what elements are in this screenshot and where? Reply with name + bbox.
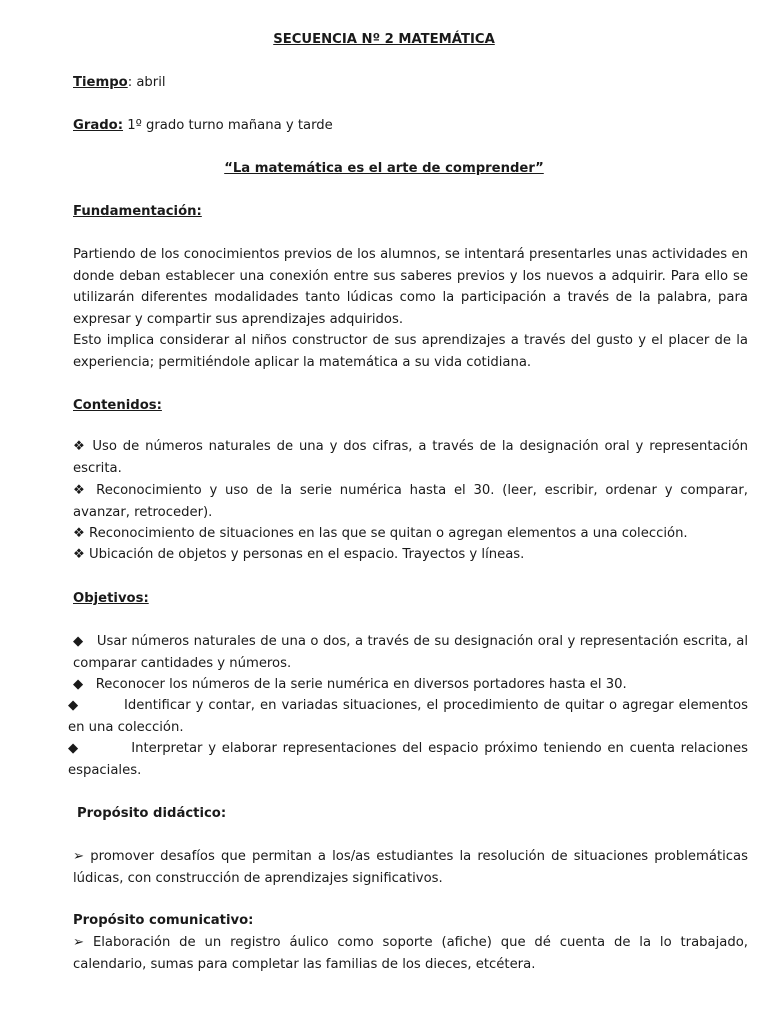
objetivos-item [73, 674, 748, 696]
contenidos-item-text: Uso de números naturales de una y dos cifras, a través de la designación oral y representación escrita. [73, 439, 748, 476]
contenidos-item-text: Reconocimiento y uso de la serie numérica hasta el 30. (leer, escribir, ordenar y comparar, avanzar, retroceder). [73, 483, 748, 520]
proposito-comunicativo-heading: Propósito comunicativo: [73, 913, 254, 928]
arrow-bullet-icon: ➢ [73, 849, 85, 864]
page-title: SECUENCIA Nº 2 MATEMÁTICA [273, 32, 495, 47]
objetivos-heading: Objetivos: [73, 591, 149, 606]
diamond-bullet-icon: ◆ [73, 634, 84, 649]
diamond-bullet-icon: ❖ [73, 483, 89, 498]
proposito-didactico-text: promover desafíos que permitan a los/as estudiantes la resolución de situaciones problemáticas lúdicas, con construcción de aprendizajes significativos. [73, 849, 748, 886]
proposito-didactico-heading: Propósito didáctico: [77, 806, 227, 821]
diamond-bullet-icon: ❖ [73, 526, 85, 541]
diamond-bullet-icon: ❖ [73, 439, 87, 454]
contenidos-item-text: Reconocimiento de situaciones en las que se quitan o agregan elementos a una colección. [89, 526, 688, 541]
diamond-bullet-icon: ◆ [73, 677, 84, 692]
grado-value: 1º grado turno mañana y tarde [123, 118, 333, 133]
grado-label: Grado: [73, 118, 124, 133]
proposito-didactico-item [73, 846, 748, 889]
tiempo-value: : abril [127, 75, 166, 90]
diamond-bullet-icon: ◆ [68, 698, 79, 713]
fundamentacion-paragraph-2: Esto implica considerar al niños constructor de sus aprendizajes a través del gusto y el placer de la experiencia; permitiéndole aplicar la matemática a su vida cotidiana. [73, 333, 748, 370]
tiempo-line [73, 72, 166, 94]
contenidos-heading: Contenidos: [73, 398, 162, 413]
contenidos-item [73, 480, 748, 523]
contenidos-item [73, 436, 748, 479]
diamond-bullet-icon: ❖ [73, 547, 85, 562]
contenidos-item [73, 523, 748, 545]
objetivos-item-text: Usar números naturales de una o dos, a través de su designación oral y representación escrita, al comparar cantidades y números. [73, 634, 748, 671]
arrow-bullet-icon: ➢ [73, 935, 85, 950]
quote [0, 158, 768, 180]
quote-text: “La matemática es el arte de comprender” [224, 161, 544, 176]
tiempo-label: Tiempo [73, 75, 128, 90]
fundamentacion-paragraph-1: Partiendo de los conocimientos previos de los alumnos, se intentará presentarles unas actividades en donde deban establecer una conexión entre sus saberes previos y los nuevos a adquirir. Para ello se utilizarán diferentes modalidades tanto lúdicas como la participación a través de la palabra, para expresar y compartir sus aprendizajes adquiridos. [73, 247, 748, 327]
objetivos-item [68, 695, 748, 738]
diamond-bullet-icon: ◆ [68, 741, 80, 756]
contenidos-item-text: Ubicación de objetos y personas en el espacio. Trayectos y líneas. [89, 547, 525, 562]
objetivos-item [73, 631, 748, 674]
objetivos-item-text: Identificar y contar, en variadas situaciones, el procedimiento de quitar o agregar elementos en una colección. [68, 698, 748, 735]
proposito-comunicativo-text: Elaboración de un registro áulico como soporte (afiche) que dé cuenta de la lo trabajado, calendario, sumas para completar las familias de los dieces, etcétera. [73, 935, 748, 972]
contenidos-item [73, 544, 748, 566]
grado-line [73, 115, 333, 137]
proposito-comunicativo-item [73, 932, 748, 975]
objetivos-item-text: Interpretar y elaborar representaciones del espacio próximo teniendo en cuenta relaciones espaciales. [68, 741, 748, 778]
objetivos-item-text: Reconocer los números de la serie numérica en diversos portadores hasta el 30. [95, 677, 627, 692]
objetivos-item [68, 738, 748, 781]
fundamentacion-heading: Fundamentación: [73, 204, 202, 219]
